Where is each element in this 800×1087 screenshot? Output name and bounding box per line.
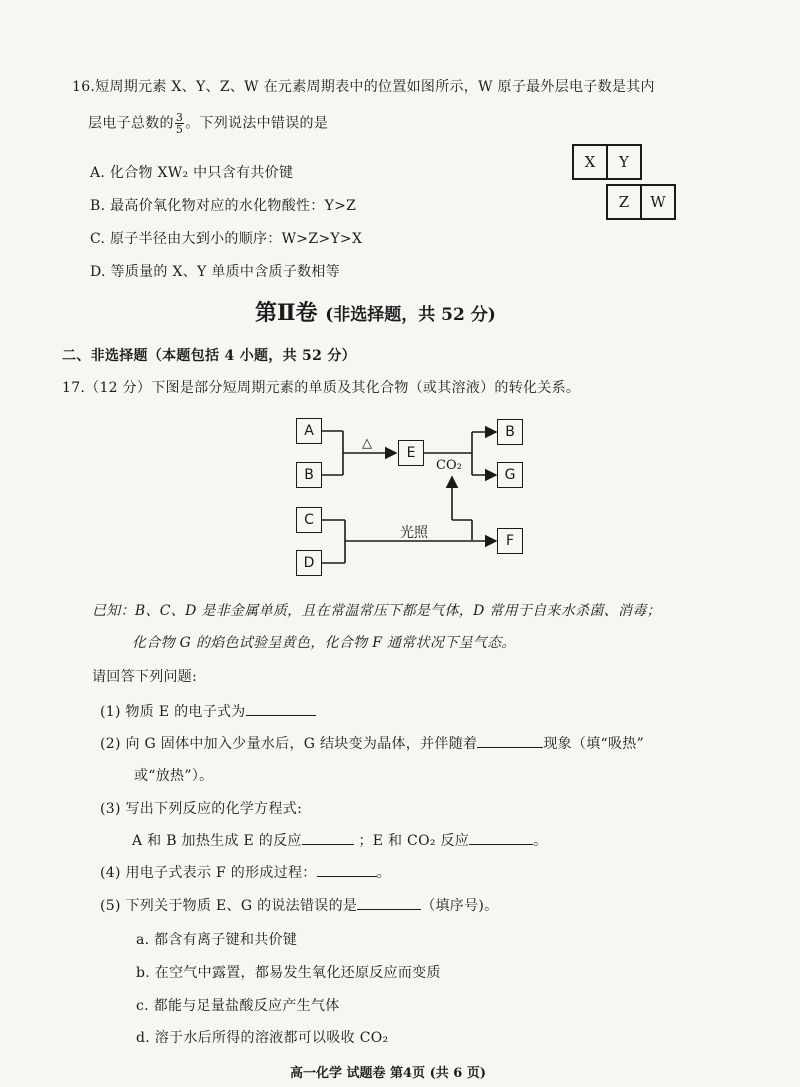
section2-heading: 二、非选择题（本题包括 4 小题，共 52 分） bbox=[62, 348, 356, 364]
q16-option-d: D. 等质量的 X、Y 单质中含质子数相等 bbox=[90, 264, 341, 280]
q17-stem: 17.（12 分）下图是部分短周期元素的单质及其化合物（或其溶液）的转化关系。 bbox=[62, 380, 581, 396]
q17-part3-end: 。 bbox=[533, 833, 548, 849]
q17-part5-text: (5) 下列关于物质 E、G 的说法错误的是 bbox=[100, 898, 358, 914]
node-c: C bbox=[296, 507, 322, 533]
node-e: E bbox=[398, 440, 424, 466]
q17-part1-text: (1) 物质 E 的电子式为 bbox=[100, 704, 246, 720]
q17-choice-c: c. 都能与足量盐酸反应产生气体 bbox=[136, 998, 340, 1014]
q17-part1 bbox=[100, 701, 316, 721]
q17-part4-end: 。 bbox=[376, 865, 391, 881]
page-footer: 高一化学 试题卷 第4页 (共 6 页) bbox=[290, 1066, 487, 1081]
answer-blank-3b[interactable] bbox=[469, 832, 533, 845]
q16-option-b: B. 最高价氧化物对应的水化物酸性：Y>Z bbox=[90, 198, 357, 214]
node-d: D bbox=[296, 550, 322, 576]
q17-prompt: 请回答下列问题: bbox=[92, 669, 198, 685]
q17-part2-text-b: 现象（填“吸热” bbox=[543, 736, 645, 752]
q17-choice-b: b. 在空气中露置，都易发生氧化还原反应而变质 bbox=[136, 965, 441, 981]
cell-w: W bbox=[640, 184, 676, 220]
q16-option-a: A. 化合物 XW₂ 中只含有共价键 bbox=[90, 165, 294, 181]
q17-choice-d: d. 溶于水后所得的溶液都可以吸收 CO₂ bbox=[136, 1030, 389, 1046]
q17-part3-line bbox=[132, 830, 547, 850]
q17-part2-text-c: 或“放热”）。 bbox=[134, 768, 214, 784]
fraction-denominator: 5 bbox=[175, 123, 184, 136]
q17-part3a-text: A 和 B 加热生成 E 的反应 bbox=[132, 833, 302, 849]
cell-y: Y bbox=[606, 144, 642, 180]
q17-part3: (3) 写出下列反应的化学方程式: bbox=[100, 801, 303, 817]
section2-title-main: 第Ⅱ卷 bbox=[255, 300, 318, 326]
cell-z: Z bbox=[606, 184, 642, 220]
q17-known-line2: 化合物 G 的焰色试验呈黄色，化合物 F 通常状况下呈气态。 bbox=[132, 635, 516, 651]
answer-blank-5[interactable] bbox=[357, 897, 421, 910]
answer-blank-3a[interactable] bbox=[302, 832, 354, 845]
q17-part3-sep: ；E 和 CO₂ 反应 bbox=[358, 833, 470, 849]
answer-blank-4[interactable] bbox=[317, 864, 377, 877]
fraction-numerator: 3 bbox=[175, 111, 184, 124]
q17-part2-text-a: (2) 向 G 固体中加入少量水后，G 结块变为晶体，并伴随着 bbox=[100, 736, 478, 752]
q16-stem-part-b: 。下列说法中错误的是 bbox=[185, 115, 329, 132]
answer-blank-2[interactable] bbox=[477, 735, 543, 748]
node-g: G bbox=[497, 462, 523, 488]
node-b-product: B bbox=[497, 419, 523, 445]
answer-blank-1[interactable] bbox=[246, 703, 316, 716]
q17-part4 bbox=[100, 862, 391, 882]
node-a: A bbox=[296, 418, 322, 444]
q16-option-c: C. 原子半径由大到小的顺序：W>Z>Y>X bbox=[90, 231, 363, 247]
label-heat: △ bbox=[362, 436, 372, 451]
label-co2: CO₂ bbox=[436, 458, 462, 473]
section2-title-rest: (非选择题，共 52 分) bbox=[325, 305, 496, 325]
node-b: B bbox=[296, 462, 322, 488]
label-light: 光照 bbox=[400, 525, 428, 541]
q17-part2 bbox=[100, 733, 644, 753]
q17-part4-text: (4) 用电子式表示 F 的形成过程： bbox=[100, 865, 317, 881]
cell-x: X bbox=[572, 144, 608, 180]
node-f: F bbox=[497, 528, 523, 554]
q17-known-line1: 已知：B、C、D 是非金属单质，且在常温常压下都是气体，D 常用于自来水杀菌、消毒； bbox=[92, 603, 661, 619]
q16-stem-part-a: 层电子总数的 bbox=[88, 115, 174, 132]
q17-choice-a: a. 都含有离子键和共价键 bbox=[136, 932, 298, 948]
q17-part5 bbox=[100, 895, 498, 915]
q17-part5-end: （填序号)。 bbox=[421, 898, 499, 914]
q16-stem-line1: 16.短周期元素 X、Y、Z、W 在元素周期表中的位置如图所示，W 原子最外层电子数是其内 bbox=[72, 79, 655, 95]
